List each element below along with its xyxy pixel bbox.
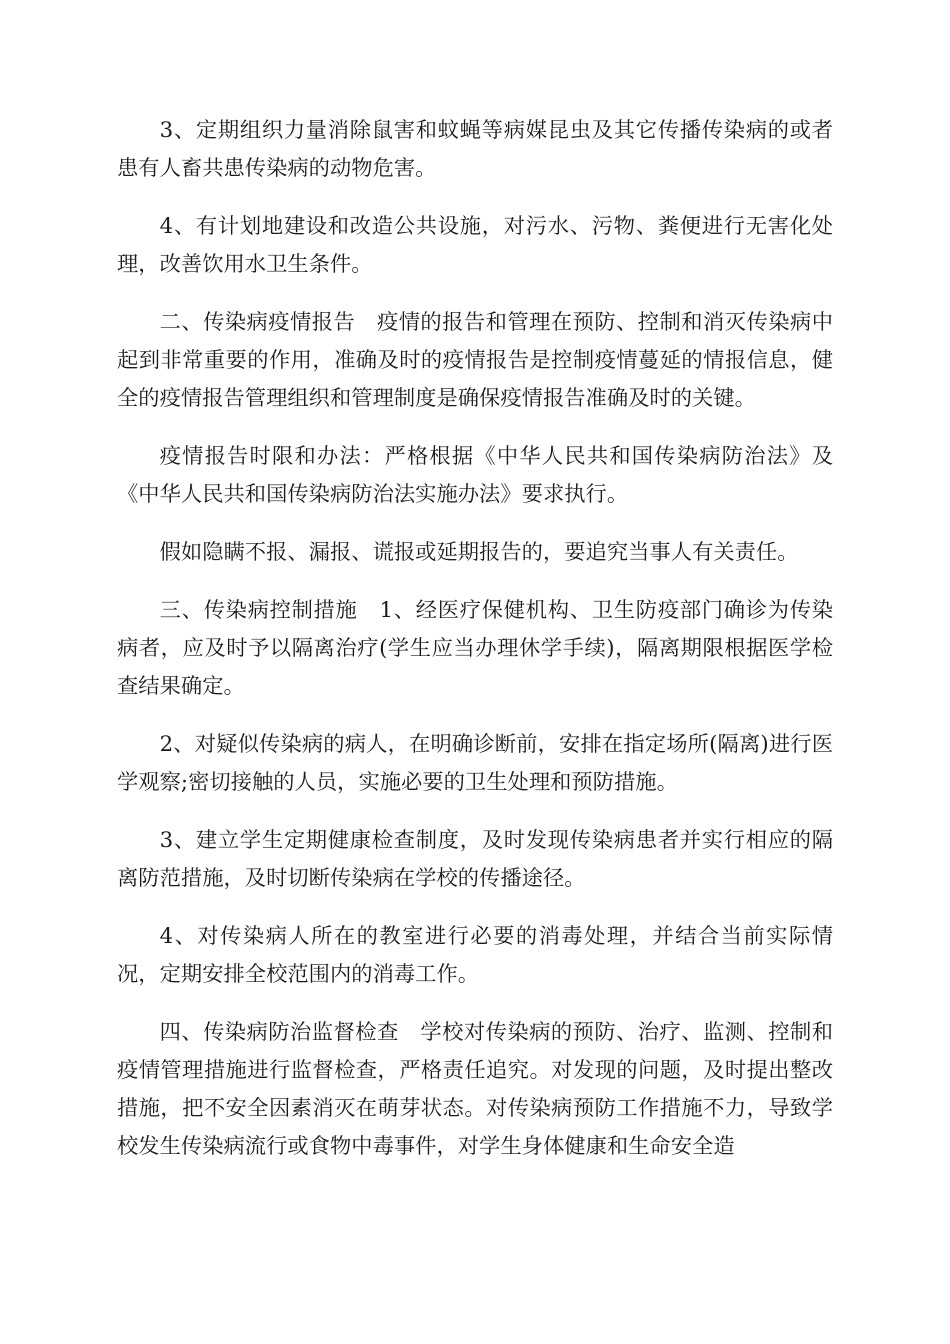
paragraph-concealment: 假如隐瞒不报、漏报、谎报或延期报告的，要追究当事人有关责任。 [159,540,799,565]
paragraph-prevention-4: 4、有计划地建设和改造公共设施，对污水、污物、粪便进行无害化处理，改善饮用水卫生条件。 [117,214,833,277]
paragraph-control-measures-4: 4、对传染病人所在的教室进行必要的消毒处理，并结合当前实际情况，定期安排全校范围内的消毒工作。 [117,924,833,987]
paragraph-control-measures-3: 3、建立学生定期健康检查制度，及时发现传染病患者并实行相应的隔离防范措施，及时切断传染病在学校的传播途径。 [117,828,833,891]
paragraph-prevention-3: 3、定期组织力量消除鼠害和蚊蝇等病媒昆虫及其它传播传染病的或者患有人畜共患传染病的动物危害。 [117,118,833,181]
paragraph-control-measures-1: 三、传染病控制措施 1、经医疗保健机构、卫生防疫部门确诊为传染病者，应及时予以隔离治疗(学生应当办理休学手续)，隔离期限根据医学检查结果确定。 [117,598,833,699]
paragraph-supervision: 四、传染病防治监督检查 学校对传染病的预防、治疗、监测、控制和疫情管理措施进行监督检查，严格责任追究。对发现的问题，及时提出整改措施，把不安全因素消灭在萌芽状态。对传染病预防工作措施不力，导致学校发生传染病流行或食物中毒事件，对学生身体健康和生命安全造 [117,1020,833,1159]
document-body [117,112,833,1186]
paragraph-epidemic-report: 二、传染病疫情报告 疫情的报告和管理在预防、控制和消灭传染病中起到非常重要的作用，准确及时的疫情报告是控制疫情蔓延的情报信息，健全的疫情报告管理组织和管理制度是确保疫情报告准确及时的关键。 [117,310,833,411]
paragraph-report-deadline: 疫情报告时限和办法：严格根据《中华人民共和国传染病防治法》及《中华人民共和国传染病防治法实施办法》要求执行。 [117,444,833,507]
paragraph-control-measures-2: 2、对疑似传染病的病人，在明确诊断前，安排在指定场所(隔离)进行医学观察;密切接触的人员，实施必要的卫生处理和预防措施。 [117,732,833,795]
